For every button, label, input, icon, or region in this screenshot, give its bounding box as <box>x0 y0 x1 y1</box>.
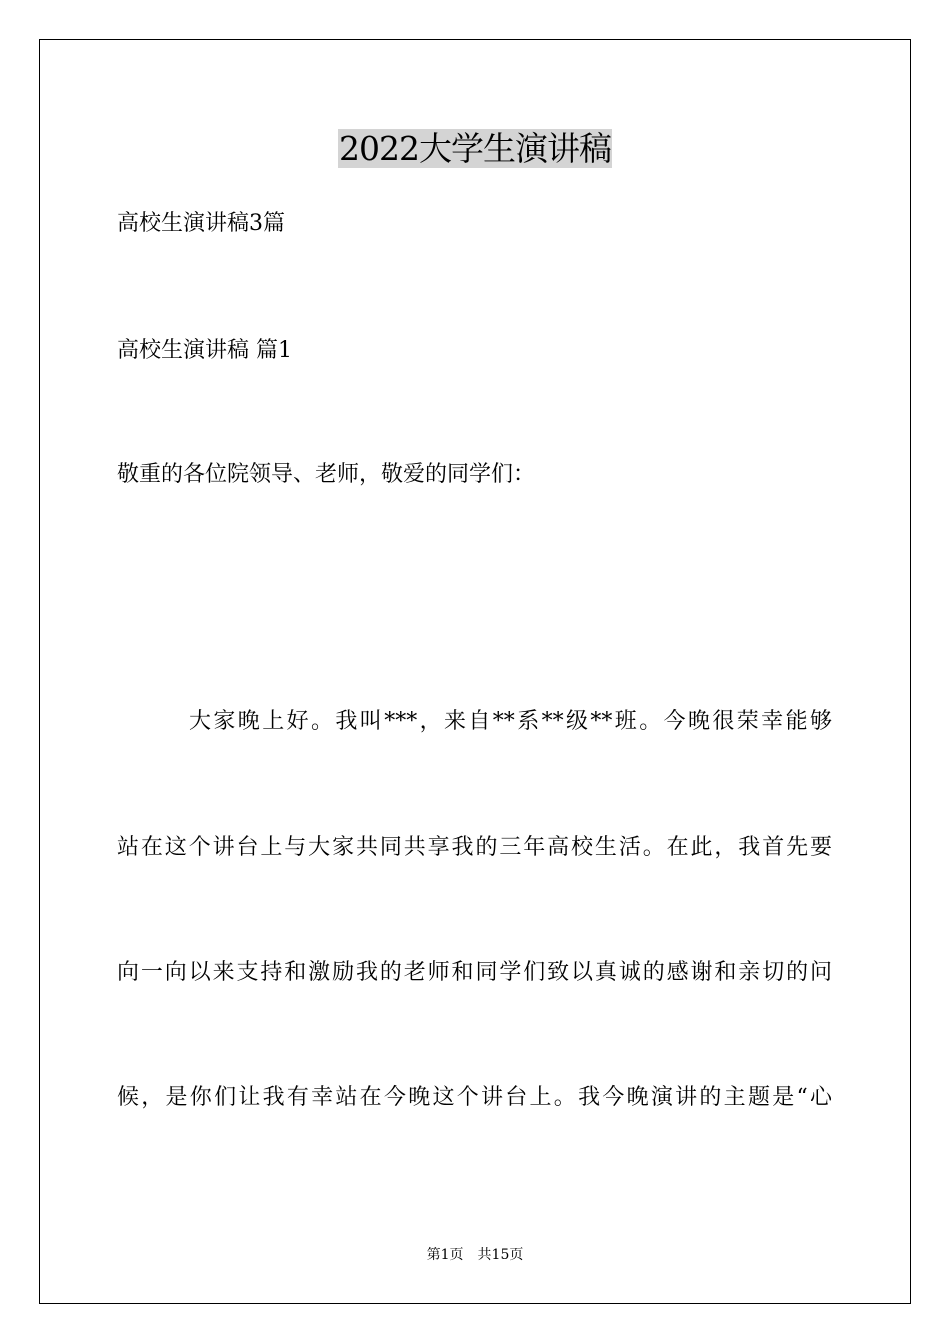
salutation: 敬重的各位院领导、老师，敬爱的同学们： <box>117 462 536 487</box>
body-line-1: 大家晚上好。我叫***，来自**系**级**班。今晚很荣幸能够 <box>189 709 832 734</box>
document-title <box>0 128 950 170</box>
document-title-text: 2022大学生演讲稿 <box>339 129 611 168</box>
body-line-4: 候，是你们让我有幸站在今晚这个讲台上。我今晚演讲的主题是“心 <box>117 1085 832 1110</box>
page-number: 第1页 共15页 <box>426 1247 524 1263</box>
body-line-2: 站在这个讲台上与大家共同共享我的三年高校生活。在此，我首先要 <box>117 835 832 860</box>
section-heading: 高校生演讲稿 篇1 <box>117 338 292 363</box>
document-subtitle: 高校生演讲稿3篇 <box>117 211 285 236</box>
body-line-3: 向一向以来支持和激励我的老师和同学们致以真诚的感谢和亲切的问 <box>117 960 832 985</box>
